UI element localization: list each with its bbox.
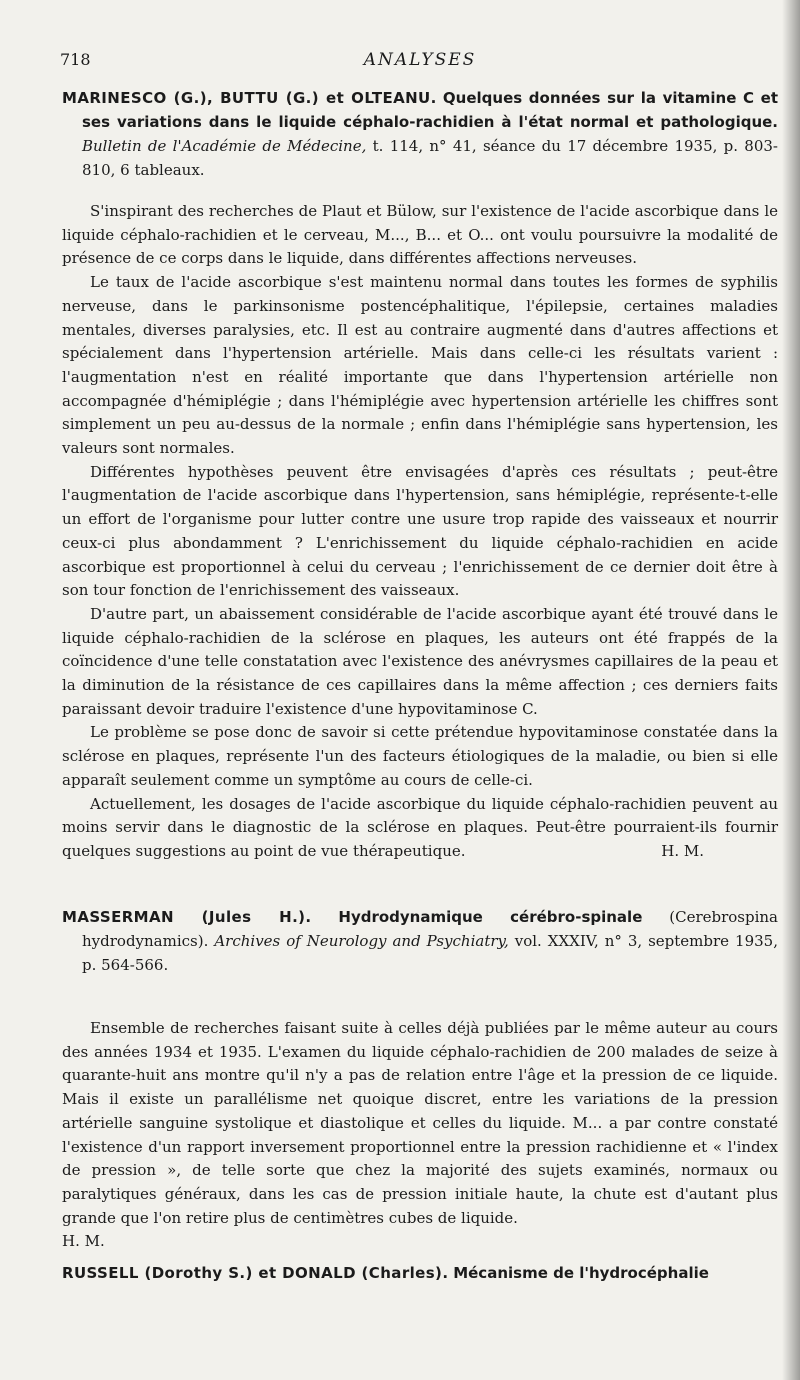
paragraph: S'inspirant des recherches de Plaut et Bülow, sur l'existence de l'acide ascorbique dans le liquide céphalo-rachidien et le cerveau, M..., B... et O... ont voulu poursuivre la modalité de présence de ce corps dans le liquide, dans différentes affections nerveuses. [62,202,778,268]
entry-journal: Archives of Neurology and Psychiatry, [214,932,509,950]
abstract-body-masserman [62,1017,778,1254]
abstract-entry-marinesco [62,86,778,182]
entry-journal: Bulletin de l'Académie de Médecine, [82,137,367,155]
entry-original-title: (Cerebrospina hydrodynamics). [82,908,778,950]
entry-reference: vol. XXXIV, n° 3, septembre 1935, p. 564-566. [82,932,778,974]
paragraph: Le taux de l'acide ascorbique s'est maintenu normal dans toutes les formes de syphilis nerveuse, dans le parkinsonisme postencéphalitique, l'épilepsie, certaines maladies mentales, diverses paralysies, etc. Il est au contraire augmenté dans d'autres affections et spécialement dans l'hypertension artérielle. Mais dans celle-ci les résultats varient : l'augmentation n'est en réalité importante que dans l'hypertension artérielle non accompagnée d'hémiplégie ; dans l'hémiplégie avec hypertension artérielle les chiffres sont simplement un peu au-dessus de la normale ; enfin dans l'hémiplégie sans hypertension, les valeurs sont normales. [62,273,778,458]
running-head: ANALYSES [363,50,477,70]
entry-authors: MASSERMAN (Jules H.). [62,908,312,926]
entry-reference: t. 114, n° 41, séance du 17 décembre 1935, p. 803-810, 6 tableaux. [82,137,778,179]
entry-citation [62,905,778,977]
paragraph-with-signature [62,793,778,864]
entry-citation [62,1261,778,1285]
page-header [60,50,780,78]
paragraph: Le problème se pose donc de savoir si cette prétendue hypovitaminose constatée dans la sclérose en plaques, représente l'un des facteurs étiologiques de la maladie, ou bien si elle apparaît seulement comme un symptôme au cours de celle-ci. [62,723,778,789]
page-edge-shadow [782,0,800,1380]
entry-title: Quelques données sur la vitamine C et ses variations dans le liquide céphalo-rachidien à l'état normal et pathologique. [82,89,778,131]
paragraph: Ensemble de recherches faisant suite à celles déjà publiées par le même auteur au cours des années 1934 et 1935. L'examen du liquide céphalo-rachidien de 200 malades de seize à quarante-huit ans montre qu'il n'y a pas de relation entre l'âge et la pression de ce liquide. Mais il existe un parallélisme net quoique discret, entre les variations de la pression artérielle sanguine systolique et diastolique et celles du liquide. M... a par contre constaté l'existence d'un rapport inversement proportionnel entre la pression rachidienne et « l'index de pression », de telle sorte que chez la majorité des sujets examinés, normaux ou paralytiques généraux, dans les cas de pression initiale haute, la chute est d'autant plus grande que l'on retire plus de centimètres cubes de liquide. [62,1019,778,1227]
entry-title: Hydrodynamique cérébro-spinale [338,908,643,926]
page-number: 718 [60,50,91,69]
paragraph: D'autre part, un abaissement considérable de l'acide ascorbique ayant été trouvé dans le liquide céphalo-rachidien de la sclérose en plaques, les auteurs ont été frappés de la coïncidence d'une telle constatation avec l'existence des anévrysmes capillaires de la peau et la diminution de la résistance de ces capillaires dans la même affection ; ces derniers faits paraissant devoir traduire l'existence d'une hypovitaminose C. [62,604,778,718]
entry-authors: RUSSELL (Dorothy S.) et DONALD (Charles). [62,1264,449,1282]
entry-title: Mécanisme de l'hydrocéphalie [453,1264,709,1282]
signature: H. M. [661,841,704,860]
paragraph: Différentes hypothèses peuvent être envisagées d'après ces résultats ; peut-être l'augmentation de l'acide ascorbique dans l'hypertension, sans hémiplégie, représente-t-elle un effort de l'organisme pour lutter contre une usure trop rapide des vaisseaux et nourrir ceux-ci plus abondamment ? L'enrichissement du liquide céphalo-rachidien en acide ascorbique est proportionnel à celui du cerveau ; l'enrichissement de ce dernier doit être à son tour fonction de l'enrichissement des vaisseaux. [62,462,778,600]
entry-authors: MARINESCO (G.), BUTTU (G.) et OLTEANU. [62,89,437,107]
paragraph: Actuellement, les dosages de l'acide ascorbique du liquide céphalo-rachidien peuvent au moins servir dans le diagnostic de la sclérose en plaques. Peut-être pourraient-ils fournir quelques suggestions au point de vue thérapeutique. [62,794,778,860]
signature: H. M. [62,1232,105,1251]
abstract-body-marinesco [62,200,778,864]
abstract-entry-russell [62,1261,778,1285]
abstract-entry-masserman [62,905,778,977]
entry-citation [62,86,778,182]
